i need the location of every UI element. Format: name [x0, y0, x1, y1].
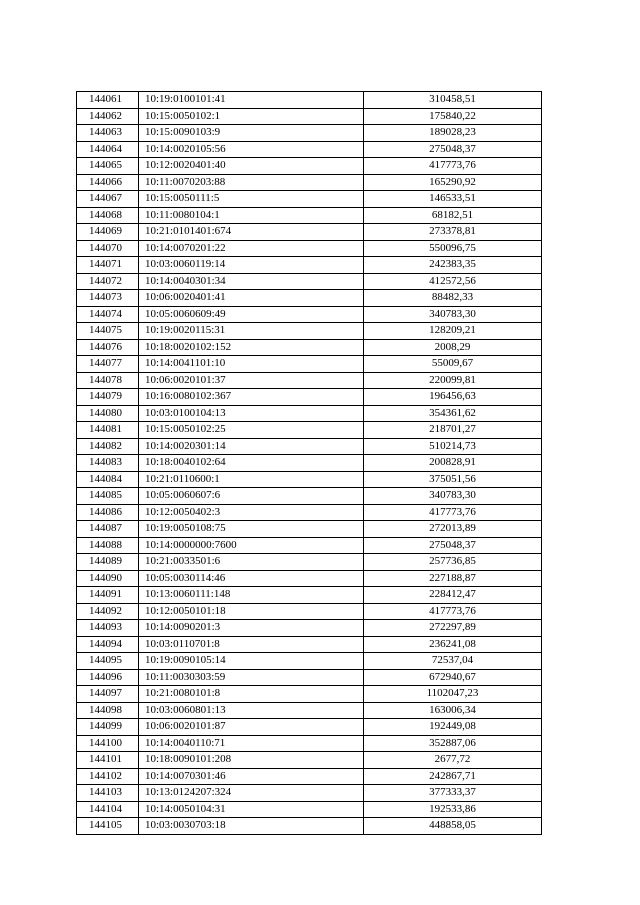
table-row: [77, 471, 542, 488]
cadastral-number-cell: 10:19:0020115:31: [139, 323, 364, 340]
value-cell: 192533,86: [364, 801, 542, 818]
cadastral-number-cell: 10:19:0100101:41: [139, 92, 364, 109]
row-number-cell: 144103: [77, 785, 139, 802]
row-number-cell: 144096: [77, 669, 139, 686]
table-row: [77, 372, 542, 389]
cadastral-number-cell: 10:16:0080102:367: [139, 389, 364, 406]
cadastral-number-cell: 10:11:0030303:59: [139, 669, 364, 686]
value-cell: 228412,47: [364, 587, 542, 604]
value-cell: 242867,71: [364, 768, 542, 785]
row-number-cell: 144071: [77, 257, 139, 274]
cadastral-number-cell: 10:14:0090201:3: [139, 620, 364, 637]
row-number-cell: 144073: [77, 290, 139, 307]
value-cell: 377333,37: [364, 785, 542, 802]
value-cell: 165290,92: [364, 174, 542, 191]
row-number-cell: 144097: [77, 686, 139, 703]
value-cell: 227188,87: [364, 570, 542, 587]
value-cell: 354361,62: [364, 405, 542, 422]
table-row: [77, 207, 542, 224]
row-number-cell: 144099: [77, 719, 139, 736]
cadastral-number-cell: 10:21:0110600:1: [139, 471, 364, 488]
value-cell: 550096,75: [364, 240, 542, 257]
cadastral-number-cell: 10:11:0080104:1: [139, 207, 364, 224]
row-number-cell: 144087: [77, 521, 139, 538]
row-number-cell: 144070: [77, 240, 139, 257]
cadastral-number-cell: 10:06:0020101:37: [139, 372, 364, 389]
table-row: [77, 570, 542, 587]
value-cell: 189028,23: [364, 125, 542, 142]
cadastral-number-cell: 10:05:0030114:46: [139, 570, 364, 587]
cadastral-number-cell: 10:15:0050102:1: [139, 108, 364, 125]
cadastral-number-cell: 10:21:0101401:674: [139, 224, 364, 241]
table-row: [77, 620, 542, 637]
value-cell: 200828,91: [364, 455, 542, 472]
row-number-cell: 144094: [77, 636, 139, 653]
value-cell: 175840,22: [364, 108, 542, 125]
cadastral-number-cell: 10:15:0050102:25: [139, 422, 364, 439]
row-number-cell: 144067: [77, 191, 139, 208]
table-row: [77, 356, 542, 373]
cadastral-number-cell: 10:13:0124207:324: [139, 785, 364, 802]
table-row: [77, 636, 542, 653]
table-row: [77, 801, 542, 818]
value-cell: 220099,81: [364, 372, 542, 389]
row-number-cell: 144078: [77, 372, 139, 389]
table-row: [77, 587, 542, 604]
value-cell: 417773,76: [364, 158, 542, 175]
table-row: [77, 306, 542, 323]
table-row: [77, 735, 542, 752]
cadastral-number-cell: 10:06:0020401:41: [139, 290, 364, 307]
row-number-cell: 144062: [77, 108, 139, 125]
cadastral-number-cell: 10:14:0040301:34: [139, 273, 364, 290]
row-number-cell: 144100: [77, 735, 139, 752]
value-cell: 192449,08: [364, 719, 542, 736]
value-cell: 340783,30: [364, 488, 542, 505]
cadastral-number-cell: 10:03:0100104:13: [139, 405, 364, 422]
row-number-cell: 144063: [77, 125, 139, 142]
table-row: [77, 224, 542, 241]
value-cell: 340783,30: [364, 306, 542, 323]
cadastral-number-cell: 10:05:0060609:49: [139, 306, 364, 323]
table-row: [77, 141, 542, 158]
cadastral-number-cell: 10:14:0050104:31: [139, 801, 364, 818]
value-cell: 257736,85: [364, 554, 542, 571]
table-row: [77, 389, 542, 406]
table-row: [77, 554, 542, 571]
value-cell: 417773,76: [364, 504, 542, 521]
table-row: [77, 92, 542, 109]
table-row: [77, 405, 542, 422]
cadastral-number-cell: 10:21:0080101:8: [139, 686, 364, 703]
value-cell: 2008,29: [364, 339, 542, 356]
cadastral-number-cell: 10:14:0070201:22: [139, 240, 364, 257]
value-cell: 1102047,23: [364, 686, 542, 703]
row-number-cell: 144098: [77, 702, 139, 719]
row-number-cell: 144104: [77, 801, 139, 818]
cadastral-number-cell: 10:06:0020101:87: [139, 719, 364, 736]
cadastral-number-cell: 10:15:0050111:5: [139, 191, 364, 208]
row-number-cell: 144088: [77, 537, 139, 554]
value-cell: 2677,72: [364, 752, 542, 769]
row-number-cell: 144092: [77, 603, 139, 620]
row-number-cell: 144091: [77, 587, 139, 604]
row-number-cell: 144072: [77, 273, 139, 290]
value-cell: 275048,37: [364, 537, 542, 554]
cadastral-number-cell: 10:21:0033501:6: [139, 554, 364, 571]
table-row: [77, 455, 542, 472]
value-cell: 275048,37: [364, 141, 542, 158]
row-number-cell: 144079: [77, 389, 139, 406]
table-body: [77, 92, 542, 835]
cadastral-number-cell: 10:11:0070203:88: [139, 174, 364, 191]
cadastral-number-cell: 10:18:0090101:208: [139, 752, 364, 769]
row-number-cell: 144066: [77, 174, 139, 191]
table-row: [77, 785, 542, 802]
cadastral-number-cell: 10:12:0020401:40: [139, 158, 364, 175]
cadastral-number-cell: 10:03:0060801:13: [139, 702, 364, 719]
table-row: [77, 603, 542, 620]
cadastral-number-cell: 10:18:0040102:64: [139, 455, 364, 472]
cadastral-number-cell: 10:03:0030703:18: [139, 818, 364, 835]
row-number-cell: 144068: [77, 207, 139, 224]
cadastral-number-cell: 10:14:0000000:7600: [139, 537, 364, 554]
row-number-cell: 144074: [77, 306, 139, 323]
cadastral-number-cell: 10:05:0060607:6: [139, 488, 364, 505]
row-number-cell: 144089: [77, 554, 139, 571]
value-cell: 272297,89: [364, 620, 542, 637]
row-number-cell: 144095: [77, 653, 139, 670]
row-number-cell: 144065: [77, 158, 139, 175]
value-cell: 352887,06: [364, 735, 542, 752]
row-number-cell: 144086: [77, 504, 139, 521]
value-cell: 218701,27: [364, 422, 542, 439]
table-row: [77, 653, 542, 670]
cadastral-number-cell: 10:14:0070301:46: [139, 768, 364, 785]
table-row: [77, 669, 542, 686]
table-row: [77, 174, 542, 191]
row-number-cell: 144083: [77, 455, 139, 472]
table-row: [77, 191, 542, 208]
table-row: [77, 818, 542, 835]
value-cell: 146533,51: [364, 191, 542, 208]
row-number-cell: 144085: [77, 488, 139, 505]
table-row: [77, 108, 542, 125]
value-cell: 310458,51: [364, 92, 542, 109]
row-number-cell: 144084: [77, 471, 139, 488]
value-cell: 412572,56: [364, 273, 542, 290]
value-cell: 163006,34: [364, 702, 542, 719]
value-cell: 236241,08: [364, 636, 542, 653]
cadastral-number-cell: 10:19:0090105:14: [139, 653, 364, 670]
cadastral-number-cell: 10:03:0110701:8: [139, 636, 364, 653]
value-cell: 68182,51: [364, 207, 542, 224]
value-cell: 672940,67: [364, 669, 542, 686]
row-number-cell: 144093: [77, 620, 139, 637]
cadastral-number-cell: 10:14:0020105:56: [139, 141, 364, 158]
row-number-cell: 144102: [77, 768, 139, 785]
table-row: [77, 521, 542, 538]
value-cell: 88482,33: [364, 290, 542, 307]
table-row: [77, 719, 542, 736]
cadastral-number-cell: 10:12:0050101:18: [139, 603, 364, 620]
cadastral-number-cell: 10:03:0060119:14: [139, 257, 364, 274]
value-cell: 510214,73: [364, 438, 542, 455]
table-row: [77, 323, 542, 340]
value-cell: 72537,04: [364, 653, 542, 670]
table-row: [77, 752, 542, 769]
row-number-cell: 144077: [77, 356, 139, 373]
value-cell: 417773,76: [364, 603, 542, 620]
cadastral-number-cell: 10:13:0060111:148: [139, 587, 364, 604]
table-row: [77, 422, 542, 439]
table-row: [77, 686, 542, 703]
cadastral-number-cell: 10:12:0050402:3: [139, 504, 364, 521]
value-cell: 242383,35: [364, 257, 542, 274]
cadastral-number-cell: 10:15:0090103:9: [139, 125, 364, 142]
table-row: [77, 339, 542, 356]
value-cell: 128209,21: [364, 323, 542, 340]
value-cell: 273378,81: [364, 224, 542, 241]
cadastral-number-cell: 10:14:0040110:71: [139, 735, 364, 752]
value-cell: 272013,89: [364, 521, 542, 538]
row-number-cell: 144075: [77, 323, 139, 340]
row-number-cell: 144080: [77, 405, 139, 422]
cadastral-number-cell: 10:14:0041101:10: [139, 356, 364, 373]
row-number-cell: 144061: [77, 92, 139, 109]
row-number-cell: 144076: [77, 339, 139, 356]
table-row: [77, 240, 542, 257]
value-cell: 375051,56: [364, 471, 542, 488]
table-row: [77, 488, 542, 505]
table-row: [77, 504, 542, 521]
value-cell: 55009,67: [364, 356, 542, 373]
table-row: [77, 537, 542, 554]
cadastral-number-cell: 10:19:0050108:75: [139, 521, 364, 538]
table-row: [77, 158, 542, 175]
value-cell: 196456,63: [364, 389, 542, 406]
table-row: [77, 438, 542, 455]
row-number-cell: 144069: [77, 224, 139, 241]
cadastral-number-cell: 10:14:0020301:14: [139, 438, 364, 455]
row-number-cell: 144090: [77, 570, 139, 587]
table-row: [77, 257, 542, 274]
table-row: [77, 273, 542, 290]
table-row: [77, 290, 542, 307]
table-row: [77, 702, 542, 719]
row-number-cell: 144101: [77, 752, 139, 769]
row-number-cell: 144064: [77, 141, 139, 158]
table-row: [77, 125, 542, 142]
row-number-cell: 144082: [77, 438, 139, 455]
data-table: [76, 91, 542, 835]
value-cell: 448858,05: [364, 818, 542, 835]
cadastral-number-cell: 10:18:0020102:152: [139, 339, 364, 356]
row-number-cell: 144081: [77, 422, 139, 439]
table-row: [77, 768, 542, 785]
row-number-cell: 144105: [77, 818, 139, 835]
